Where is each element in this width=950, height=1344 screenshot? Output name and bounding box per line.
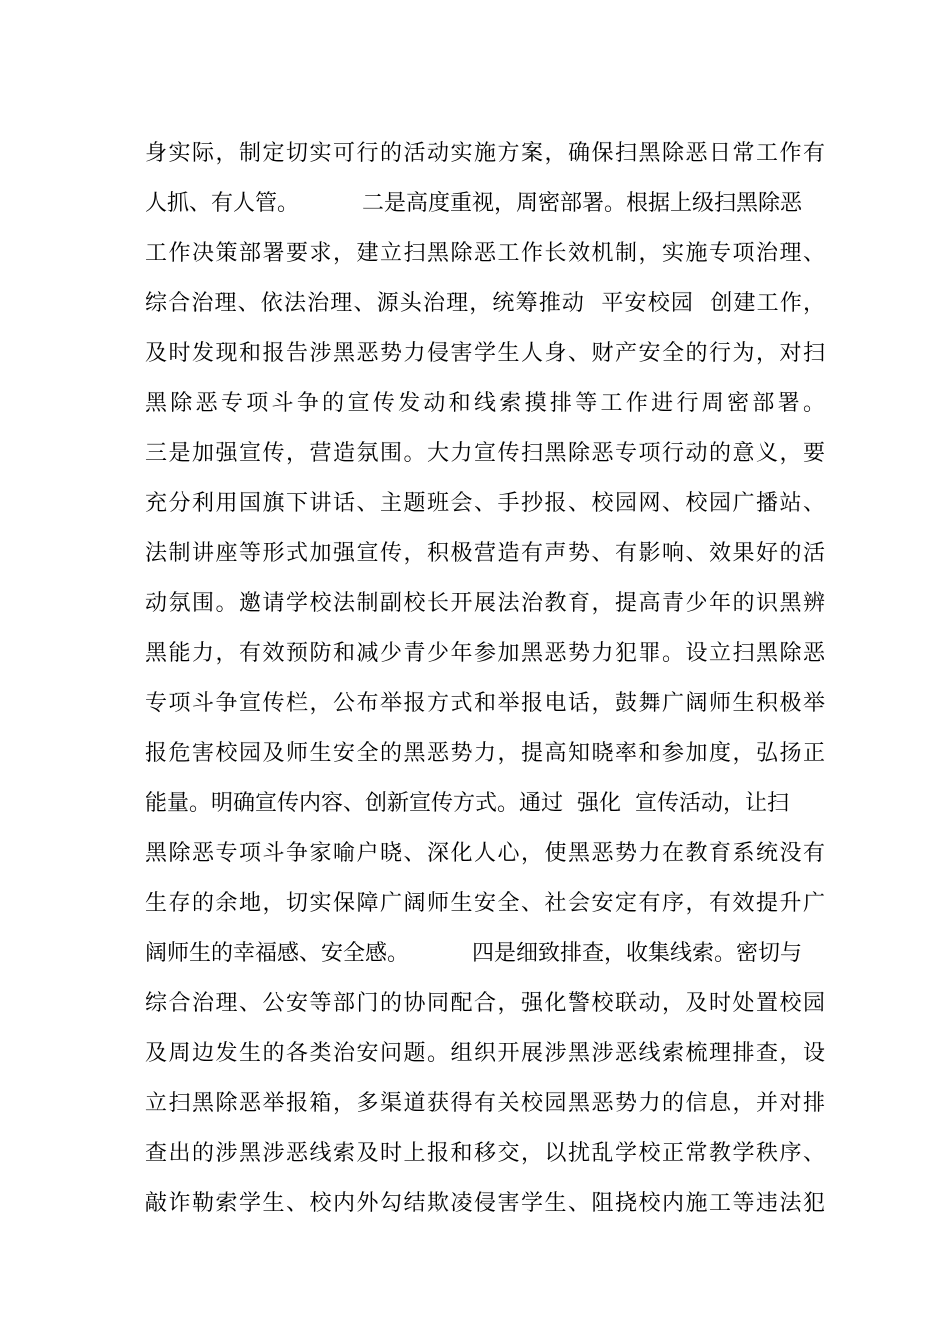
text-line: 阔师生的幸福感、安全感。 四是细致排查，收集线索。密切与 xyxy=(145,941,802,966)
text-line: 黑除恶专项斗争的宣传发动和线索摸排等工作进行周密部署。 xyxy=(145,391,825,416)
text-line: 工作决策部署要求，建立扫黑除恶工作长效机制，实施专项治理、 xyxy=(145,241,825,266)
body-text xyxy=(145,129,825,1229)
text-line: 动氛围。邀请学校法制副校长开展法治教育，提高青少年的识黑辨 xyxy=(145,591,825,616)
text-line: 敲诈勒索学生、校内外勾结欺凌侵害学生、阻挠校内施工等违法犯 xyxy=(145,1191,825,1216)
text-line: 及周边发生的各类治安问题。组织开展涉黑涉恶线索梳理排查，设 xyxy=(145,1041,825,1066)
text-line: 立扫黑除恶举报箱，多渠道获得有关校园黑恶势力的信息，并对排 xyxy=(145,1091,825,1116)
text-line: 生存的余地，切实保障广阔师生安全、社会安定有序，有效提升广 xyxy=(145,891,825,916)
text-line: 综合治理、依法治理、源头治理，统筹推动 平安校园 创建工作， xyxy=(145,291,825,316)
text-line: 查出的涉黑涉恶线索及时上报和移交，以扰乱学校正常教学秩序、 xyxy=(145,1141,825,1166)
text-line: 报危害校园及师生安全的黑恶势力，提高知晓率和参加度，弘扬正 xyxy=(145,741,825,766)
text-line: 专项斗争宣传栏，公布举报方式和举报电话，鼓舞广阔师生积极举 xyxy=(145,691,825,716)
text-line: 法制讲座等形式加强宣传，积极营造有声势、有影响、效果好的活 xyxy=(145,541,825,566)
text-line: 黑能力，有效预防和减少青少年参加黑恶势力犯罪。设立扫黑除恶 xyxy=(145,641,825,666)
text-line: 综合治理、公安等部门的协同配合，强化警校联动，及时处置校园 xyxy=(145,991,825,1016)
text-line: 身实际，制定切实可行的活动实施方案，确保扫黑除恶日常工作有 xyxy=(145,141,825,166)
text-line: 人抓、有人管。 二是高度重视，周密部署。根据上级扫黑除恶 xyxy=(145,191,802,216)
text-line: 黑除恶专项斗争家喻户晓、深化人心，使黑恶势力在教育系统没有 xyxy=(145,841,825,866)
text-line: 三是加强宣传，营造氛围。大力宣传扫黑除恶专项行动的意义，要 xyxy=(145,441,825,466)
text-line: 能量。明确宣传内容、创新宣传方式。通过 强化 宣传活动，让扫 xyxy=(145,791,789,816)
text-line: 及时发现和报告涉黑恶势力侵害学生人身、财产安全的行为，对扫 xyxy=(145,341,825,366)
text-line: 充分利用国旗下讲话、主题班会、手抄报、校园网、校园广播站、 xyxy=(145,491,825,516)
